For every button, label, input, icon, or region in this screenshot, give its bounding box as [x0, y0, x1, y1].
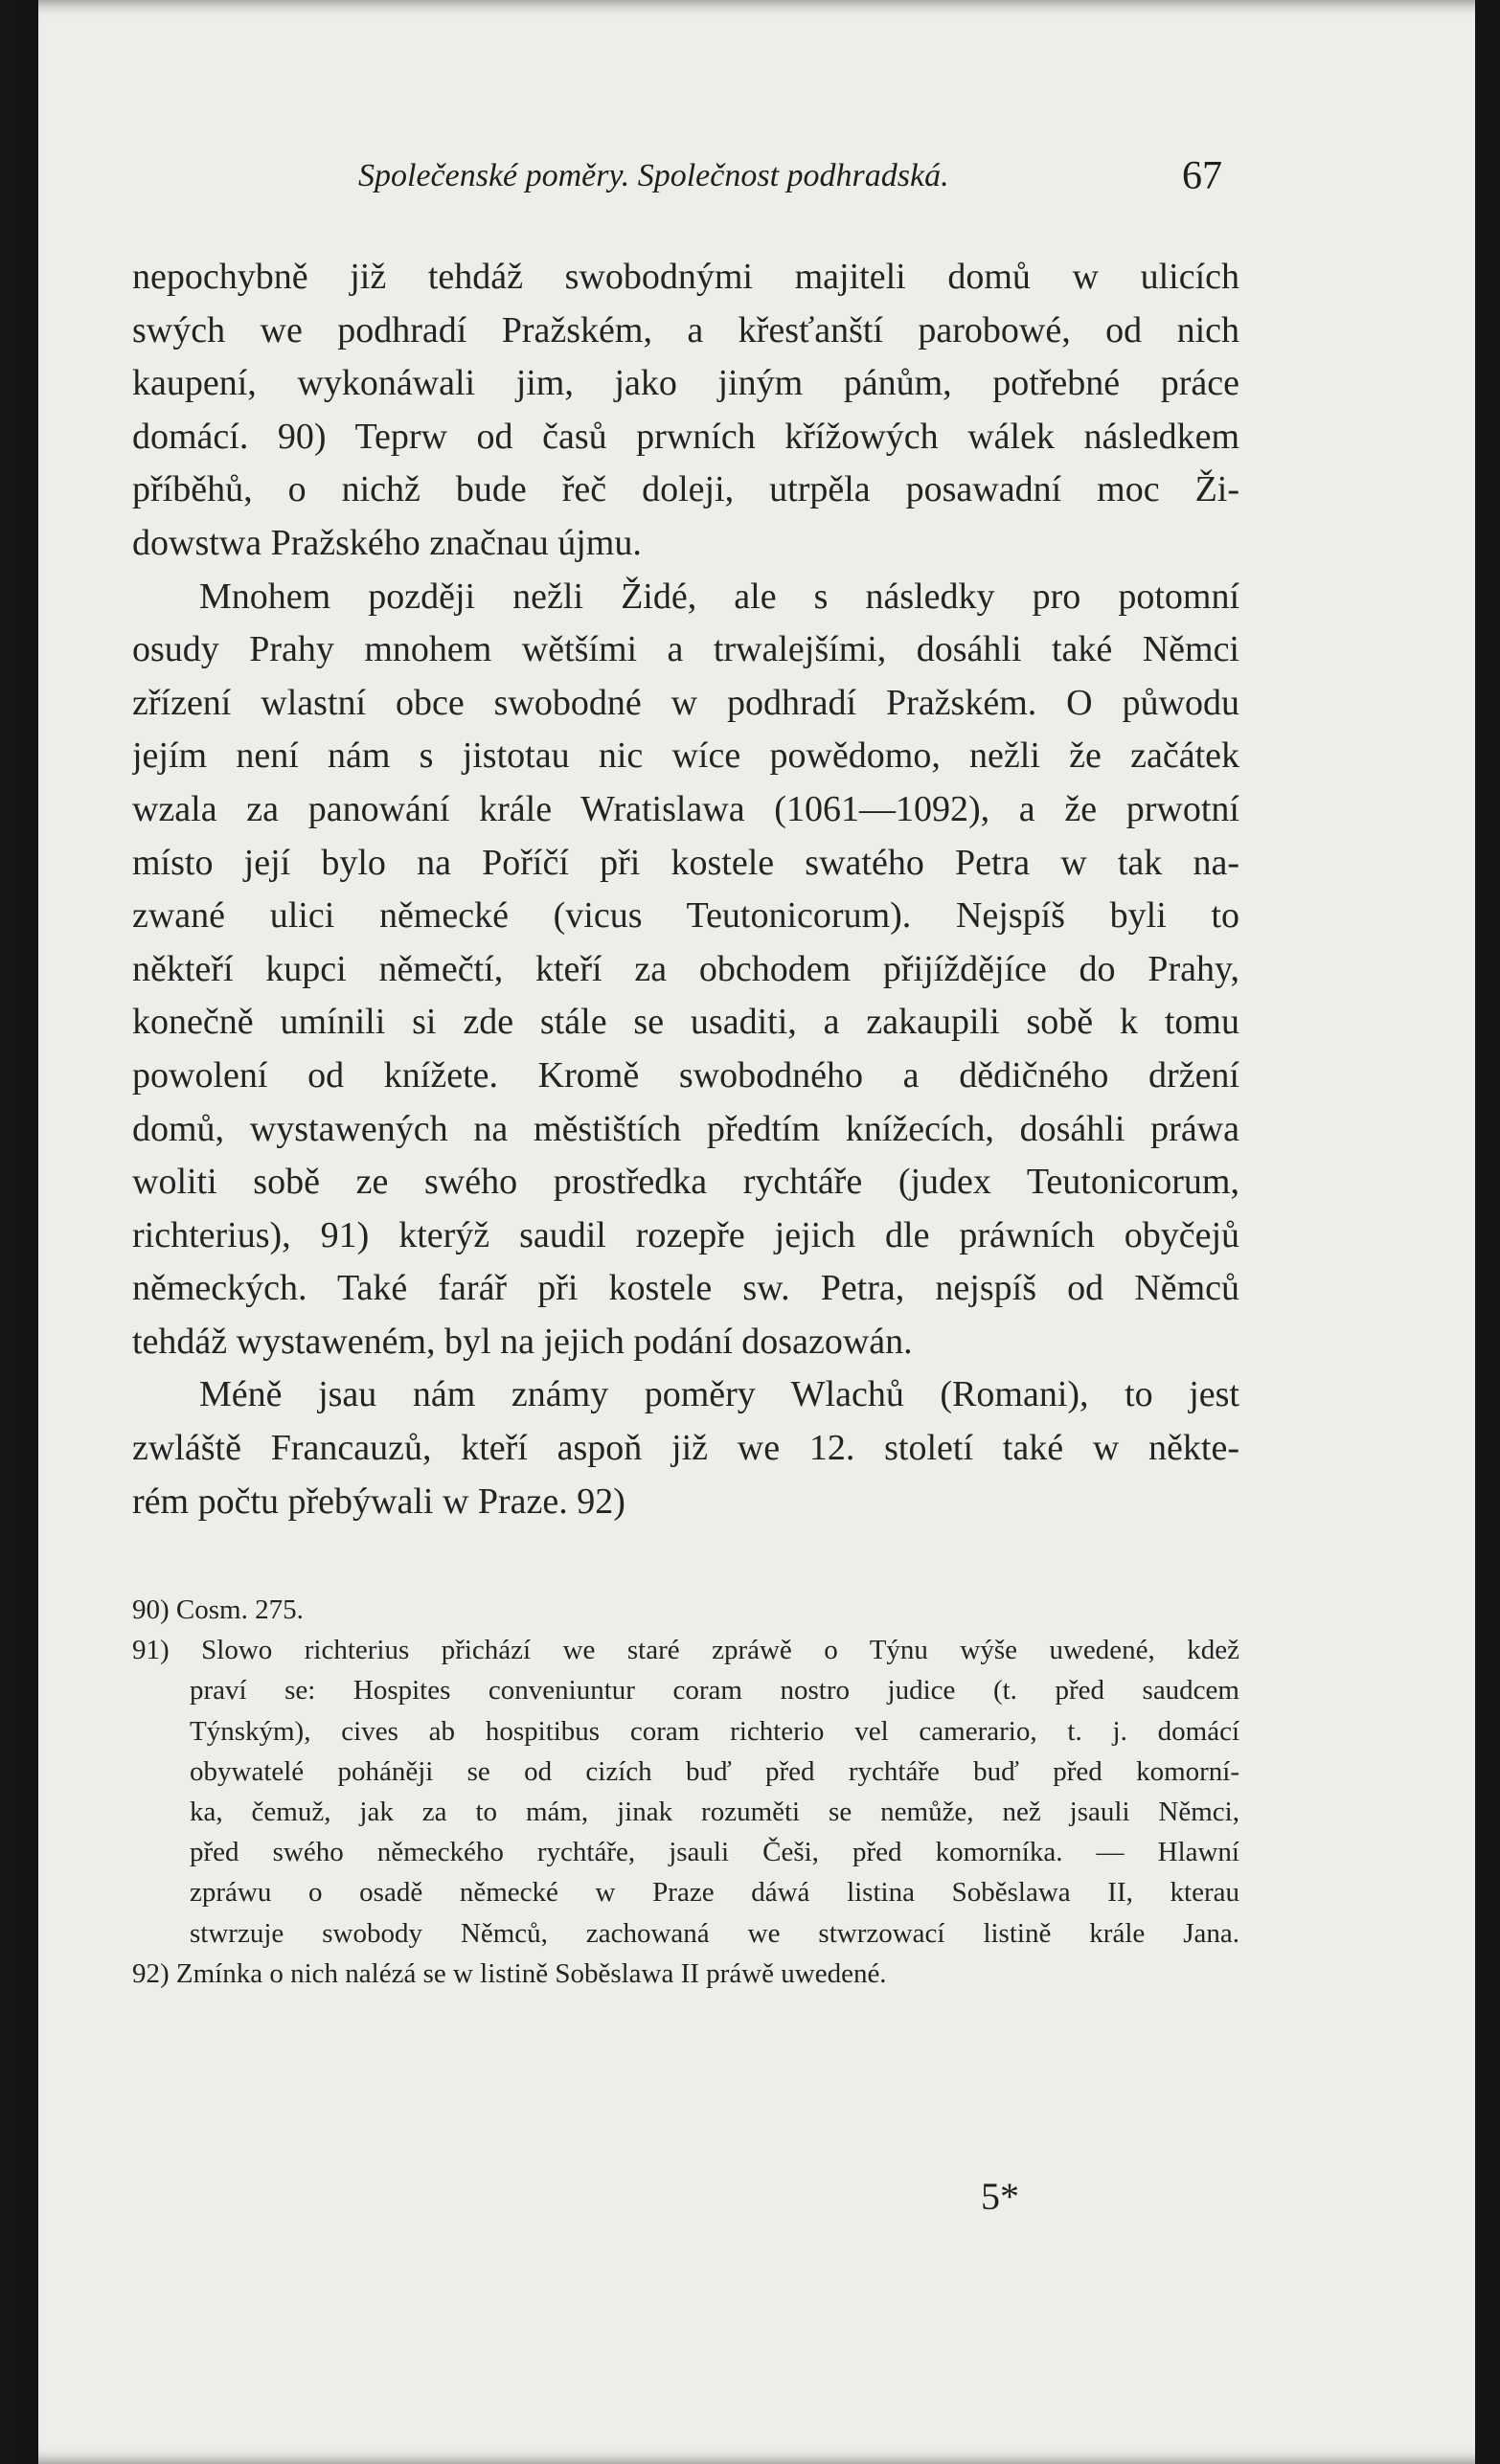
footnote-line: stwrzuje swobody Němců, zachowaná we stwrzowací listině krále Jana. — [190, 1917, 1239, 1949]
body-line: zwláště Francauzů, kteří aspoň již we 12. století také w někte- — [132, 1428, 1239, 1469]
body-line: woliti sobě ze swého prostředka rychtáře (judex Teutonicorum, — [132, 1162, 1239, 1203]
footnote-line: před swého německého rychtáře, jsauli Češi, před komorníka. — Hlawní — [190, 1837, 1239, 1868]
body-line: místo její bylo na Poříčí při kostele swatého Petra w tak na- — [132, 842, 1239, 883]
body-line: Méně jsau nám známy poměry Wlachů (Romani), to jest — [199, 1374, 1239, 1415]
footnote-line: obywatelé poháněji se od cizích buď před rychtáře buď před komorní- — [190, 1755, 1239, 1787]
footnote-line: zpráwu o osadě německé w Praze dáwá listina Soběslawa II, kterau — [190, 1877, 1239, 1909]
body-line: tehdáž wystaweném, byl na jejich podání dosazowán. — [132, 1321, 913, 1362]
scan-edge-left — [13, 0, 38, 2464]
body-line: richterius), 91) kterýž saudil rozepře jejich dle práwních obyčejů — [132, 1214, 1239, 1255]
body-line: rém počtu přebýwali w Praze. 92) — [132, 1481, 625, 1522]
body-line: jejím není nám s jistotau nic wíce powědomo, nežli že začátek — [132, 735, 1239, 777]
body-line: osudy Prahy mnohem wětšími a trwalejšími, dosáhli také Němci — [132, 629, 1239, 670]
body-line: nepochybně již tehdáž swobodnými majiteli domů w ulicích — [132, 257, 1239, 297]
body-line: domů, wystawených na městištích předtím knížecích, dosáhli práwa — [132, 1108, 1239, 1149]
running-head: Společenské poměry. Společnost podhradská. — [358, 158, 949, 193]
body-line: příběhů, o nichž bude řeč doleji, utrpěla posawadní moc Ži- — [132, 469, 1239, 510]
footnote-line: Týnským), cives ab hospitibus coram richterio vel camerario, t. j. domácí — [190, 1715, 1239, 1747]
body-line: zwané ulici německé (vicus Teutonicorum). Nejspíš byli to — [132, 895, 1239, 937]
footnote-line: praví se: Hospites conveniuntur coram nostro judice (t. před saudcem — [190, 1675, 1239, 1707]
body-line: dowstwa Pražského značnau újmu. — [132, 522, 642, 563]
body-line: konečně umínili si zde stále se usaditi, a zakaupili sobě k tomu — [132, 1002, 1239, 1043]
book-page — [13, 0, 1500, 2464]
body-line: swých we podhradí Pražském, a křesťanští parobowé, od nich — [132, 309, 1239, 350]
body-line: wzala za panowání krále Wratislawa (1061—1092), a že prwotní — [132, 788, 1239, 829]
footnote-line: 92) Zmínka o nich nalézá se w listině Soběslawa II práwě uwedené. — [132, 1957, 887, 1989]
footnote-line: 90) Cosm. 275. — [132, 1594, 304, 1625]
body-line: Mnohem později nežli Židé, ale s následky pro potomní — [199, 576, 1239, 617]
signature-mark: 5* — [981, 2175, 1019, 2218]
body-line: německých. Také farář při kostele sw. Petra, nejspíš od Němců — [132, 1268, 1239, 1309]
body-line: domácí. 90) Teprw od časů prwních křížowých wálek následkem — [132, 416, 1239, 457]
footnotes — [132, 1590, 1239, 1994]
footnote-line: ka, čemuž, jak za to mám, jinak rozuměti se nemůže, než jsauli Němci, — [190, 1796, 1239, 1827]
body-line: zřízení wlastní obce swobodné w podhradí Pražském. O půwodu — [132, 682, 1239, 723]
footnote-line: 91) Slowo richterius přichází we staré zpráwě o Týnu wýše uwedené, kdež — [132, 1635, 1239, 1666]
body-line: někteří kupci němečtí, kteří za obchodem přijíždějíce do Prahy, — [132, 948, 1239, 989]
page-number: 67 — [1182, 154, 1222, 198]
scan-edge-right — [1475, 0, 1500, 2464]
body-text — [132, 251, 1239, 1528]
body-line: kaupení, wykonáwali jim, jako jiným pánům, potřebné práce — [132, 363, 1239, 404]
body-line: powolení od knížete. Kromě swobodného a dědičného držení — [132, 1054, 1239, 1096]
